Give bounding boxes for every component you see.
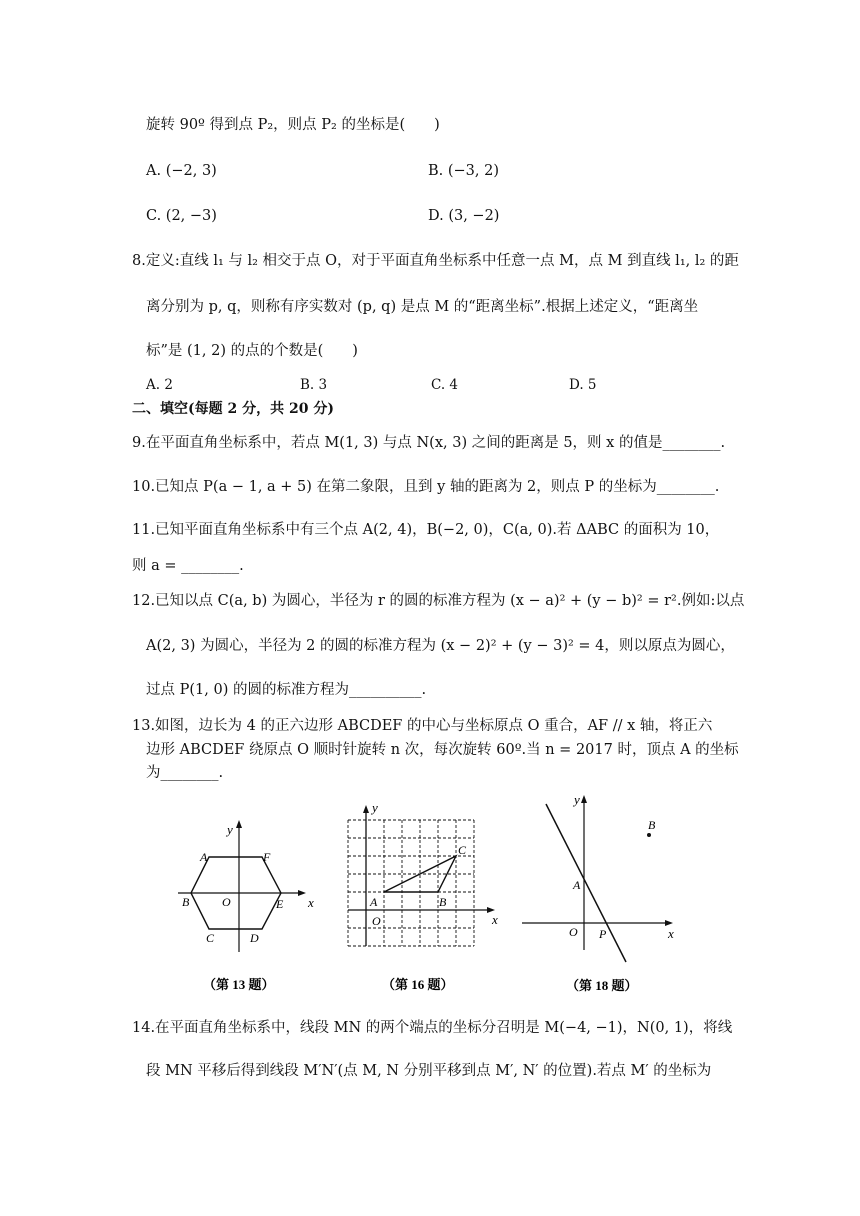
fig18-label-a: A <box>573 878 581 892</box>
q7-option-b: B. (−3, 2) <box>428 163 500 179</box>
q13-line-2: 边形 ABCDEF 绕原点 O 顺时针旋转 n 次，每次旋转 60º.当 n = 2017 时，顶点 A 的坐标 <box>146 742 739 758</box>
q8-option-a: A. 2 <box>146 377 173 393</box>
fig13-label-d: D <box>250 931 259 945</box>
fig13-label-e: E <box>276 897 284 911</box>
fig13-label-b: B <box>182 895 190 909</box>
fig16-y-label: y <box>372 800 378 815</box>
fig13-x-label: x <box>308 895 314 910</box>
q8-option-b: B. 3 <box>300 377 328 393</box>
q12-line-2: A(2, 3) 为圆心，半径为 2 的圆的标准方程为 (x − 2)² + (y − 3)² = 4，则以原点为圆心， <box>146 638 735 654</box>
fig13-label-c: C <box>206 931 215 945</box>
fig16-x-label: x <box>492 912 498 927</box>
q7-option-c: C. (2, −3) <box>146 208 217 224</box>
q9-text: 9.在平面直角坐标系中，若点 M(1, 3) 与点 N(x, 3) 之间的距离是 5，则 x 的值是________. <box>132 435 726 451</box>
fig16-caption: （第 16 题） <box>382 977 454 992</box>
fig13-label-a: A <box>200 850 208 864</box>
q7-tail-text: 旋转 90º 得到点 P₂，则点 P₂ 的坐标是( ) <box>146 117 440 133</box>
fig16-label-a: A <box>370 895 378 909</box>
q7-option-a: A. (−2, 3) <box>146 163 217 179</box>
fig13-label-o: O <box>222 895 231 909</box>
fig18-label-o: O <box>569 925 578 939</box>
fig18-x-label: x <box>668 926 674 941</box>
q8-line-3: 标”是 (1, 2) 的点的个数是( ) <box>146 343 358 359</box>
figure-16-grid-triangle <box>340 798 510 997</box>
fig13-label-f: F <box>263 850 271 864</box>
q13-line-1: 13.如图，边长为 4 的正六边形 ABCDEF 的中心与坐标原点 O 重合，AF // x 轴，将正六 <box>132 718 713 734</box>
q10-text: 10.已知点 P(a − 1, a + 5) 在第二象限，且到 y 轴的距离为 2，则点 P 的坐标为________. <box>132 479 720 495</box>
q8-line-1: 8.定义:直线 l₁ 与 l₂ 相交于点 O，对于平面直角坐标系中任意一点 M，点 M 到直线 l₁, l₂ 的距 <box>132 253 739 269</box>
fig18-label-b: B <box>648 818 656 832</box>
q8-line-2: 离分别为 p, q，则称有序实数对 (p, q) 是点 M 的“距离坐标”.根据上述定义，“距离坐 <box>146 299 699 315</box>
q12-line-1: 12.已知以点 C(a, b) 为圆心，半径为 r 的圆的标准方程为 (x − a)² + (y − b)² = r².例如:以点 <box>132 593 745 609</box>
fig16-label-c: C <box>458 843 467 857</box>
fig18-label-p: P <box>599 927 607 941</box>
fig18-caption: （第 18 题） <box>566 978 638 993</box>
q14-line-2: 段 MN 平移后得到线段 M′N′(点 M, N 分别平移到点 M′, N′ 的位置).若点 M′ 的坐标为 <box>146 1063 712 1079</box>
fig13-caption: （第 13 题） <box>203 977 275 992</box>
fig16-grid <box>348 820 474 946</box>
q8-option-c: C. 4 <box>431 377 459 393</box>
q14-line-1: 14.在平面直角坐标系中，线段 MN 的两个端点的坐标分召明是 M(−4, −1)，N(0, 1)，将线 <box>132 1020 733 1036</box>
figure-18-line <box>518 790 688 997</box>
fig18-y-label: y <box>574 792 580 807</box>
q12-line-3: 过点 P(1, 0) 的圆的标准方程为__________. <box>146 682 427 698</box>
q11-line-1: 11.已知平面直角坐标系中有三个点 A(2, 4)，B(−2, 0)，C(a, 0).若 ΔABC 的面积为 10， <box>132 522 720 538</box>
q8-option-d: D. 5 <box>569 377 597 393</box>
section-header-fill-blank: 二、填空(每题 2 分，共 20 分) <box>132 401 334 417</box>
q13-line-3: 为________. <box>146 765 224 781</box>
fig16-label-b: B <box>439 895 447 909</box>
figure-13-hexagon <box>170 812 320 997</box>
fig16-label-o: O <box>372 914 381 928</box>
q11-line-2: 则 a = ________. <box>132 558 244 574</box>
fig13-y-label: y <box>227 822 233 837</box>
q7-option-d: D. (3, −2) <box>428 208 500 224</box>
